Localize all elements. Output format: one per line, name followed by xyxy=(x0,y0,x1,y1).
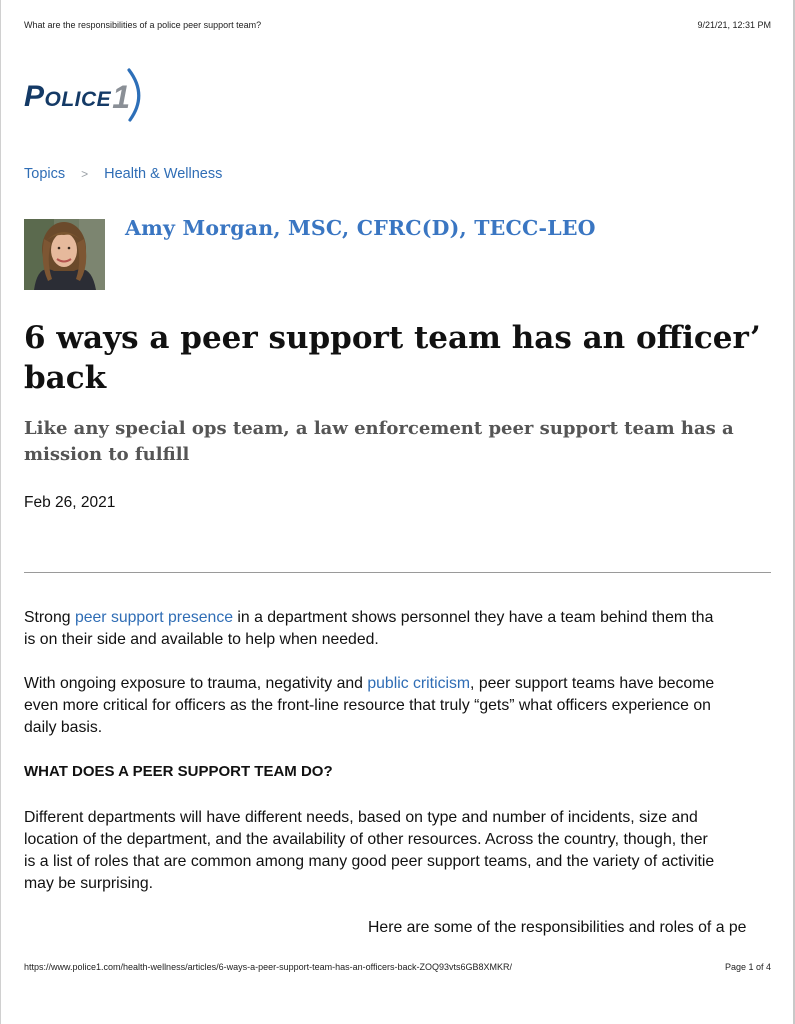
subhead-line-2: mission to fulfill xyxy=(24,444,190,465)
author-photo xyxy=(24,219,105,290)
section-heading: WHAT DOES A PEER SUPPORT TEAM DO? xyxy=(24,763,333,780)
paragraph-4 xyxy=(368,917,794,939)
subhead-line-1: Like any special ops team, a law enforcement peer support team has a xyxy=(24,418,734,439)
paragraph-3-line-1: Different departments will have different needs, based on type and number of incidents, size and xyxy=(24,809,698,826)
print-footer-url: https://www.police1.com/health-wellness/articles/6-ways-a-peer-support-team-has-an-officers-back-ZOQ93vts6GB8XMKR/ xyxy=(24,962,513,972)
breadcrumb xyxy=(24,166,222,182)
paragraph-1-line-1 xyxy=(24,607,794,629)
article-headline xyxy=(24,318,794,398)
paragraph-1-line-2: is on their side and available to help when needed. xyxy=(24,631,379,648)
print-header-datetime: 9/21/21, 12:31 PM xyxy=(697,20,771,30)
author-name-link[interactable]: Amy Morgan, MSC, CFRC(D), TECC-LEO xyxy=(125,216,596,240)
print-footer-page: Page 1 of 4 xyxy=(724,962,771,972)
public-criticism-link[interactable]: public criticism xyxy=(367,675,471,692)
paragraph-3-line-2: location of the department, and the availability of other resources. Across the country, though, ther xyxy=(24,831,708,848)
headline-line-2: back xyxy=(24,360,107,396)
author-avatar[interactable] xyxy=(24,219,105,290)
divider xyxy=(24,572,771,573)
paragraph-2-line-3: daily basis. xyxy=(24,719,103,736)
page-edge-left xyxy=(0,0,1,1024)
paragraph-2 xyxy=(24,673,794,739)
paragraph-2-line-2: even more critical for officers as the front-line resource that truly “gets” what officers experience on xyxy=(24,697,711,714)
publish-date: Feb 26, 2021 xyxy=(24,494,116,511)
breadcrumb-health-wellness-link[interactable]: Health & Wellness xyxy=(104,166,223,182)
paragraph-4-line-1: Here are some of the responsibilities and roles of a pe xyxy=(368,919,747,936)
headline-line-1: 6 ways a peer support team has an officer’ xyxy=(24,320,761,356)
paragraph-3-line-3: is a list of roles that are common among many good peer support teams, and the variety of activitie xyxy=(24,853,715,870)
article-subhead xyxy=(24,416,794,468)
p2-text-pre: With ongoing exposure to trauma, negativity and xyxy=(24,675,368,692)
p1-text-post: in a department shows personnel they have a team behind them tha xyxy=(233,609,714,626)
logo-swoosh-icon xyxy=(126,68,148,122)
logo-number: 1 xyxy=(112,78,130,115)
peer-support-presence-link[interactable]: peer support presence xyxy=(74,609,234,626)
print-header-title: What are the responsibilities of a police peer support team? xyxy=(24,20,262,30)
print-header xyxy=(24,20,771,30)
police1-logo[interactable] xyxy=(24,72,148,122)
logo-text: Police xyxy=(24,80,112,113)
paragraph-3-line-4: may be surprising. xyxy=(24,875,154,892)
paragraph-3 xyxy=(24,807,794,895)
p2-text-post: , peer support teams have become xyxy=(470,675,715,692)
p1-text-pre: Strong xyxy=(24,609,75,626)
breadcrumb-topics-link[interactable]: Topics xyxy=(24,166,66,182)
paragraph-1 xyxy=(24,607,794,651)
print-footer xyxy=(24,962,771,972)
paragraph-2-line-1 xyxy=(24,673,794,695)
breadcrumb-separator: > xyxy=(81,167,89,181)
